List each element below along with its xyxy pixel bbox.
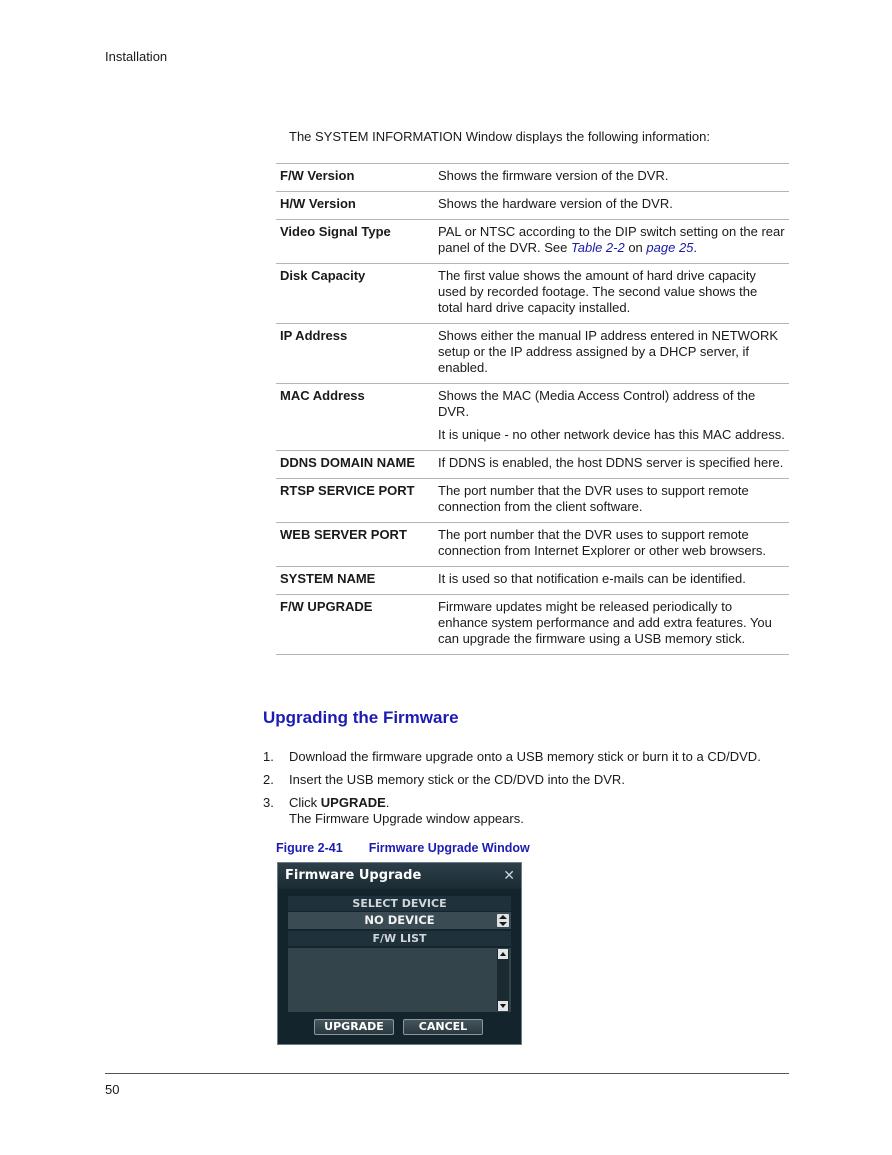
- term-cell: Video Signal Type: [276, 220, 434, 264]
- scroll-down-icon[interactable]: [498, 1001, 508, 1011]
- desc-text: It is unique - no other network device has this MAC address.: [438, 427, 785, 442]
- table-2-2-link[interactable]: Table 2-2: [570, 240, 625, 255]
- term-cell: F/W Version: [276, 164, 434, 192]
- figure-number: Figure 2-41: [276, 841, 343, 855]
- table-row: [276, 324, 789, 384]
- desc-cell: [434, 451, 789, 479]
- table-row: [276, 192, 789, 220]
- term-cell: RTSP SERVICE PORT: [276, 479, 434, 523]
- footer-divider: [105, 1073, 789, 1074]
- figure-title: Firmware Upgrade Window: [368, 841, 530, 855]
- desc-text: Firmware updates might be released periodically to enhance system performance and add extra features. You can upgrade the firmware using a USB memory stick.: [438, 599, 772, 646]
- steps-list: [263, 749, 803, 834]
- list-item: [263, 749, 803, 765]
- select-device-label: SELECT DEVICE: [288, 896, 511, 911]
- step-bold-upgrade: UPGRADE: [320, 795, 386, 810]
- desc-cell: [434, 479, 789, 523]
- table-row: [276, 595, 789, 655]
- table-row: [276, 523, 789, 567]
- table-row: [276, 479, 789, 523]
- step-text: Insert the USB memory stick or the CD/DVD into the DVR.: [289, 772, 625, 787]
- term-cell: H/W Version: [276, 192, 434, 220]
- step-text: Download the firmware upgrade onto a USB memory stick or burn it to a CD/DVD.: [289, 749, 761, 764]
- desc-text-before: PAL or NTSC according to the DIP switch setting on the rear panel of the DVR. See: [438, 224, 785, 255]
- desc-text: Shows the firmware version of the DVR.: [438, 168, 669, 183]
- desc-text: The first value shows the amount of hard drive capacity used by recorded footage. The second value shows the total hard drive capacity installed.: [438, 268, 758, 315]
- desc-cell: [434, 567, 789, 595]
- desc-cell: [434, 220, 789, 264]
- step-number: 3.: [263, 795, 274, 810]
- page-25-link[interactable]: page 25: [646, 240, 694, 255]
- desc-text: Shows either the manual IP address entered in NETWORK setup or the IP address assigned by a DHCP server, if enabled.: [438, 328, 779, 375]
- desc-text: The port number that the DVR uses to support remote connection from Internet Explorer or other web browsers.: [438, 527, 767, 558]
- step-number: 1.: [263, 749, 274, 764]
- section-title: Upgrading the Firmware: [263, 708, 459, 727]
- device-select-value: NO DEVICE: [364, 913, 435, 927]
- desc-text: It is used so that notification e-mails can be identified.: [438, 571, 746, 586]
- step-number: 2.: [263, 772, 274, 787]
- desc-text: The port number that the DVR uses to support remote connection from the client software.: [438, 483, 749, 514]
- spinner-arrows-icon[interactable]: [497, 914, 509, 927]
- desc-cell: [434, 324, 789, 384]
- desc-text: If DDNS is enabled, the host DDNS server is specified here.: [438, 455, 784, 470]
- desc-cell: [434, 192, 789, 220]
- system-info-table: [276, 163, 789, 655]
- device-select[interactable]: [288, 912, 511, 929]
- term-cell: SYSTEM NAME: [276, 567, 434, 595]
- running-header: Installation: [105, 49, 168, 64]
- step-subtext: The Firmware Upgrade window appears.: [289, 811, 524, 826]
- desc-text: [438, 224, 785, 256]
- desc-cell: [434, 264, 789, 324]
- table-row: [276, 264, 789, 324]
- figure-caption: [276, 841, 530, 855]
- table-row: [276, 451, 789, 479]
- desc-text: Shows the MAC (Media Access Control) address of the DVR.: [438, 388, 756, 419]
- term-cell: Disk Capacity: [276, 264, 434, 324]
- upgrade-button[interactable]: UPGRADE: [314, 1019, 394, 1035]
- table-row: [276, 164, 789, 192]
- term-cell: F/W UPGRADE: [276, 595, 434, 655]
- page-number: 50: [105, 1082, 120, 1097]
- term-cell: MAC Address: [276, 384, 434, 451]
- window-title-bar: [278, 863, 521, 889]
- term-cell: DDNS DOMAIN NAME: [276, 451, 434, 479]
- step-text-after: .: [385, 795, 390, 810]
- fw-list-label: F/W LIST: [288, 931, 511, 946]
- desc-text: Shows the hardware version of the DVR.: [438, 196, 673, 211]
- list-item: [263, 772, 803, 788]
- firmware-list[interactable]: [288, 948, 511, 1012]
- list-scrollbar[interactable]: [497, 949, 509, 1011]
- intro-paragraph: The SYSTEM INFORMATION Window displays the following information:: [289, 129, 710, 144]
- desc-text-middle: on: [624, 240, 647, 255]
- firmware-upgrade-window: [277, 862, 522, 1045]
- table-row: [276, 220, 789, 264]
- close-icon[interactable]: ✕: [503, 868, 515, 884]
- desc-text-after: .: [693, 240, 698, 255]
- window-title: Firmware Upgrade: [285, 868, 422, 883]
- scroll-up-icon[interactable]: [498, 949, 508, 959]
- term-cell: WEB SERVER PORT: [276, 523, 434, 567]
- desc-cell: [434, 164, 789, 192]
- step-text-before: Click: [289, 795, 321, 810]
- list-item: [263, 795, 803, 827]
- term-cell: IP Address: [276, 324, 434, 384]
- desc-cell: [434, 384, 789, 451]
- table-row: [276, 567, 789, 595]
- desc-cell: [434, 595, 789, 655]
- table-row: [276, 384, 789, 451]
- cancel-button[interactable]: CANCEL: [403, 1019, 483, 1035]
- desc-cell: [434, 523, 789, 567]
